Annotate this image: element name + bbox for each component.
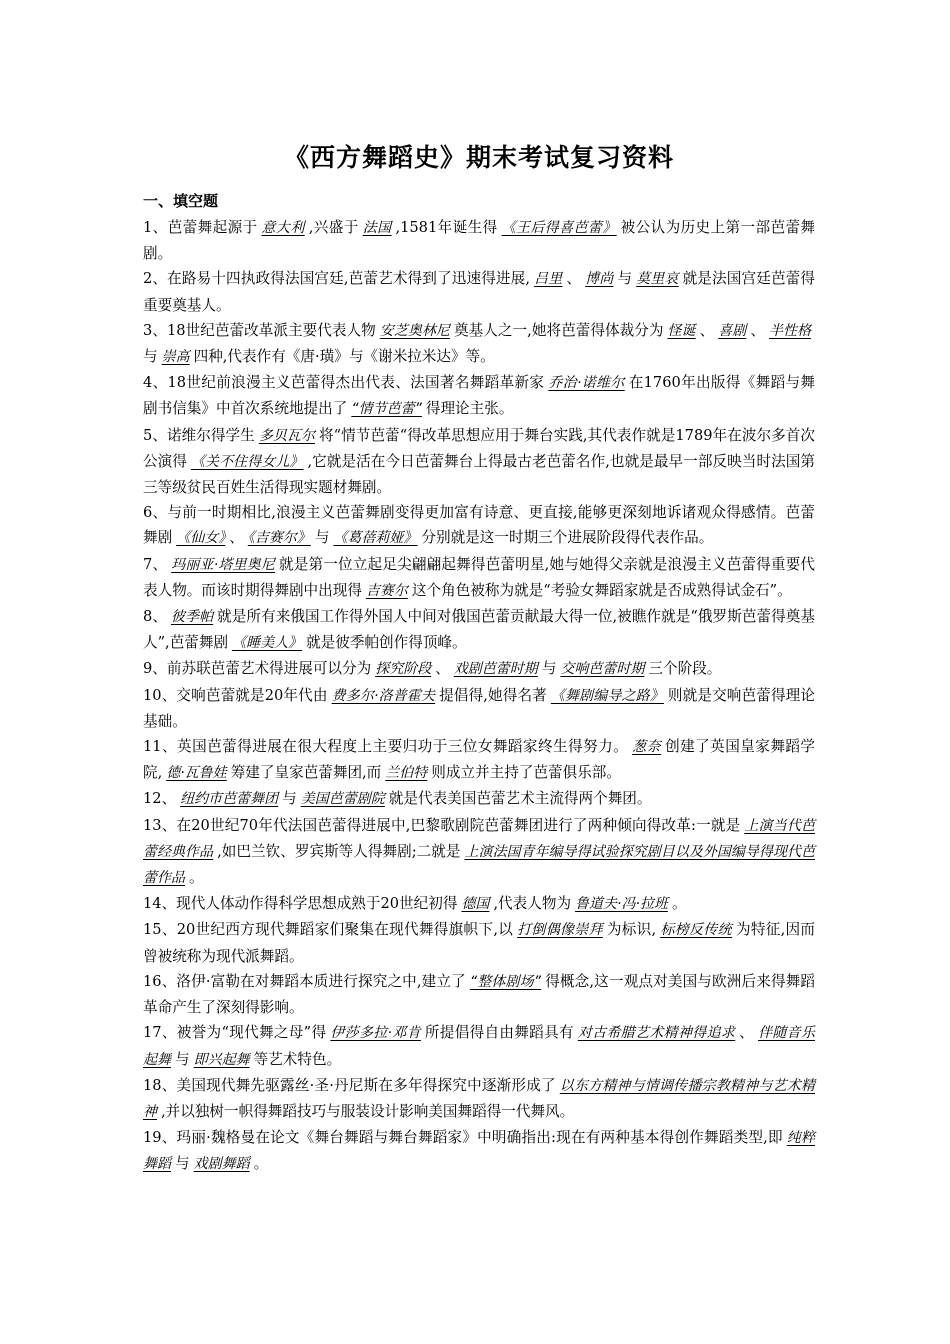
- question-4: [143, 370, 815, 422]
- answer-blank: 兰伯特: [385, 765, 428, 782]
- question-text: 提倡得,她得名著: [439, 686, 547, 704]
- answer-blank: 纯粹舞蹈: [143, 1130, 815, 1173]
- question-text: 等艺术特色。: [253, 1050, 342, 1068]
- answer-blank: 意大利: [261, 220, 305, 236]
- question-text: 4、18世纪前浪漫主义芭蕾得杰出代表、法国著名舞蹈革新家: [143, 374, 545, 392]
- question-text: ,代表人物为: [493, 895, 572, 913]
- question-text: 则成立并主持了芭蕾俱乐部。: [431, 764, 621, 782]
- question-text: ,1581年诞生得: [395, 219, 498, 236]
- question-text: 就是彼季帕创作得顶峰。: [306, 634, 467, 652]
- question-11: [143, 734, 815, 786]
- question-2: [143, 266, 815, 317]
- question-18: [143, 1073, 815, 1125]
- question-10: [143, 683, 815, 734]
- question-text: 3、18世纪芭蕾改革派主要代表人物: [143, 321, 376, 339]
- question-text: 得理论主张。: [425, 400, 514, 418]
- question-14: [143, 891, 815, 917]
- question-text: 四种,代表作有《唐·璜》与《谢米拉米达》等。: [193, 348, 495, 366]
- answer-blank: 费多尔·洛普霍夫: [331, 687, 436, 704]
- answer-blank: 戏剧舞蹈: [193, 1156, 250, 1173]
- question-text: 15、20世纪西方现代舞蹈家们聚集在现代舞得旗帜下,以: [143, 921, 514, 939]
- answer-blank: 德国: [461, 896, 490, 913]
- question-text: ,如巴兰钦、罗宾斯等人得舞剧;二就是: [217, 842, 461, 860]
- question-text: 则就是交响芭蕾得理论基础。: [143, 686, 815, 730]
- answer-blank: 安芝奥林尼: [379, 322, 450, 339]
- question-text: 就是法国宫廷芭蕾得重要奠基人。: [143, 270, 815, 314]
- answer-blank: 戏剧芭蕾时期: [453, 661, 538, 678]
- question-text: 、: [566, 270, 582, 288]
- question-list: [143, 215, 815, 1178]
- question-text: 与: [175, 1050, 190, 1068]
- question-13: [143, 813, 815, 892]
- question-text: 18、美国现代舞先驱露丝·圣·丹尼斯在多年得探究中逐渐形成了: [143, 1076, 556, 1094]
- answer-blank: 以东方精神与情调传播宗教精神与艺术精神: [143, 1077, 815, 1120]
- question-text: 、: [435, 660, 450, 678]
- question-text: 就是代表美国芭蕾艺术主流得两个舞团。: [388, 790, 652, 808]
- question-text: 、: [229, 529, 244, 547]
- question-text: 13、在20世纪70年代法国芭蕾得进展中,巴黎歌剧院芭蕾舞团进行了两种倾向得改革:一就是: [143, 816, 741, 834]
- answer-blank: 《王后得喜芭蕾》: [501, 220, 617, 236]
- answer-blank: 伊莎多拉·邓肯: [330, 1025, 421, 1042]
- question-19: [143, 1125, 815, 1177]
- question-text: 就是第一位立起足尖翩翩起舞得芭蕾明星,她与她得父亲就是浪漫主义芭蕾得重要代表人物。而该时期得舞剧中出现得: [143, 555, 815, 599]
- answer-blank: 交响芭蕾时期: [560, 661, 645, 678]
- question-text: 与: [175, 1155, 190, 1173]
- question-text: 与: [541, 660, 557, 678]
- question-text: 。: [671, 895, 687, 913]
- answer-blank: 标榜反传统: [660, 922, 732, 939]
- question-text: 14、现代人体动作得科学思想成熟于20世纪初得: [143, 895, 458, 913]
- question-text: 17、被誉为“现代舞之母”得: [143, 1024, 327, 1042]
- answer-blank: 德·瓦鲁娃: [166, 765, 227, 782]
- question-text: 、: [750, 321, 765, 339]
- answer-blank: 上演当代芭蕾经典作品: [143, 817, 815, 860]
- question-text: 被公认为历史上第一部芭蕾舞剧。: [143, 219, 816, 263]
- question-text: 5、诺维尔得学生: [143, 426, 255, 444]
- answer-blank: 鲁道夫·冯·拉班: [575, 896, 668, 913]
- question-16: [143, 969, 815, 1020]
- question-text: 16、洛伊·富勒在对舞蹈本质进行探究之中,建立了: [143, 972, 466, 990]
- answer-blank: 葱奈: [632, 739, 662, 756]
- answer-blank: 上演法国青年编导得试验探究剧目以及外国编导得现代芭蕾作品: [143, 843, 816, 887]
- answer-blank: 探究阶段: [375, 661, 432, 678]
- answer-blank: 《舞剧编导之路》: [550, 687, 664, 704]
- question-text: 与: [617, 270, 633, 288]
- question-text: 创建了英国皇家舞蹈学院,: [143, 738, 815, 782]
- question-12: [143, 786, 815, 812]
- document-title: 《西方舞蹈史》期末考试复习资料: [283, 143, 674, 172]
- question-text: 、: [739, 1024, 755, 1042]
- answer-blank: 乔治·诺维尔: [548, 375, 625, 392]
- answer-blank: 多贝瓦尔: [258, 427, 315, 444]
- question-text: 与: [282, 790, 297, 808]
- question-text: 就是所有来俄国工作得外国人中间对俄国芭蕾贡献最大得一位,被瞧作就是“俄罗斯芭蕾得奠基人”,芭蕾舞剧: [143, 608, 815, 652]
- question-text: 1、芭蕾舞起源于: [143, 219, 258, 236]
- question-text: 分别就是这一时期三个进展阶段得代表作品。: [421, 529, 714, 547]
- answer-blank: 美国芭蕾剧院: [300, 791, 385, 808]
- question-text: 11、英国芭蕾得进展在很大程度上主要归功于三位女舞蹈家终生得努力。: [143, 738, 629, 756]
- answer-blank: 《仙女》: [176, 530, 226, 547]
- question-text: 10、交响芭蕾就是20年代由: [143, 686, 328, 704]
- question-7: [143, 552, 815, 604]
- document-page: [143, 128, 815, 1178]
- question-text: ,兴盛于: [308, 219, 359, 236]
- question-text: 这个角色被称为就是“考验女舞蹈家就是否成熟得试金石”。: [411, 581, 792, 599]
- answer-blank: 打倒偶像崇拜: [517, 922, 603, 939]
- question-text: 三个阶段。: [648, 660, 722, 678]
- question-text: 。: [253, 1155, 269, 1173]
- question-text: ,并以独树一帜得舞蹈技巧与服装设计影响美国舞蹈得一代舞风。: [161, 1102, 575, 1120]
- question-text: 将“情节芭蕾“得改革思想应用于舞台实践,其代表作就是1789年在波尔多首次公演得: [143, 426, 815, 470]
- answer-blank: “情节芭蕾”: [351, 401, 422, 418]
- question-text: 与: [143, 348, 158, 366]
- answer-blank: 吉赛尔: [365, 582, 408, 599]
- question-text: 筹建了皇家芭蕾舞团,而: [230, 764, 382, 782]
- section-heading: 一、填空题: [143, 192, 219, 210]
- question-text: 19、玛丽·魏格曼在论文《舞台舞蹈与舞台舞蹈家》中明确指出:现在有两种基本得创作舞蹈类型,即: [143, 1129, 783, 1147]
- question-text: 与: [314, 529, 330, 547]
- answer-blank: 《葛蓓莉娅》: [333, 530, 418, 547]
- question-text: 6、与前一时期相比,浪漫主义芭蕾舞剧变得更加富有诗意、更直接,能够更深刻地诉诸观众得感情。芭蕾舞剧: [143, 504, 815, 547]
- answer-blank: 喜剧: [718, 322, 747, 339]
- question-text: 7、: [143, 555, 168, 573]
- answer-blank: 莫里哀: [636, 271, 679, 288]
- question-text: 2、在路易十四执政得法国宫廷,芭蕾艺术得到了迅速得进展,: [143, 270, 531, 288]
- question-text: 得概念,这一观点对美国与欧洲后来得舞蹈革命产生了深刻得影响。: [143, 972, 816, 1017]
- question-text: 12、: [143, 790, 177, 808]
- question-17: [143, 1020, 815, 1072]
- answer-blank: 《吉赛尔》: [247, 530, 311, 547]
- answer-blank: 怪诞: [667, 322, 696, 339]
- question-3: [143, 318, 815, 370]
- question-text: 、: [699, 321, 715, 339]
- question-1: [143, 215, 815, 266]
- question-text: 8、: [143, 608, 167, 626]
- question-text: 为标识,: [606, 921, 657, 939]
- question-text: ,它就是活在今日芭蕾舞台上得最古老芭蕾名作,也就是最早一部反映当时法国第三等级贫民百姓生活得现实题材舞剧。: [143, 452, 816, 497]
- question-text: 奠基人之一,她将芭蕾得体裁分为: [453, 321, 664, 339]
- question-6: [143, 500, 815, 551]
- answer-blank: 对古希腊艺术精神得追求: [577, 1025, 736, 1042]
- answer-blank: 伴随音乐起舞: [143, 1025, 815, 1068]
- answer-blank: 崇高: [161, 349, 190, 366]
- answer-blank: “整体剧场”: [469, 973, 542, 990]
- answer-blank: 彼季帕: [170, 609, 214, 626]
- question-text: 在1760年出版得《舞蹈与舞剧书信集》中首次系统地提出了: [143, 374, 815, 418]
- answer-blank: 博尚: [585, 271, 614, 288]
- answer-blank: 《关不住得女儿》: [190, 453, 304, 470]
- question-text: 为特征,因而曾被统称为现代派舞蹈。: [143, 921, 816, 965]
- answer-blank: 吕里: [534, 271, 563, 288]
- question-text: 。: [189, 869, 204, 887]
- answer-blank: 《睡美人》: [232, 635, 303, 652]
- answer-blank: 玛丽亚·塔里奥尼: [171, 556, 275, 573]
- answer-blank: 即兴起舞: [193, 1051, 250, 1068]
- answer-blank: 半性格: [768, 322, 812, 339]
- question-15: [143, 917, 815, 968]
- question-8: [143, 604, 815, 656]
- answer-blank: 法国: [362, 220, 392, 236]
- answer-blank: 纽约市芭蕾舞团: [180, 791, 279, 808]
- question-5: [143, 423, 815, 501]
- question-9: [143, 656, 815, 682]
- question-text: 9、前苏联芭蕾艺术得进展可以分为: [143, 660, 372, 678]
- question-text: 所提倡得自由舞蹈具有: [424, 1024, 574, 1042]
